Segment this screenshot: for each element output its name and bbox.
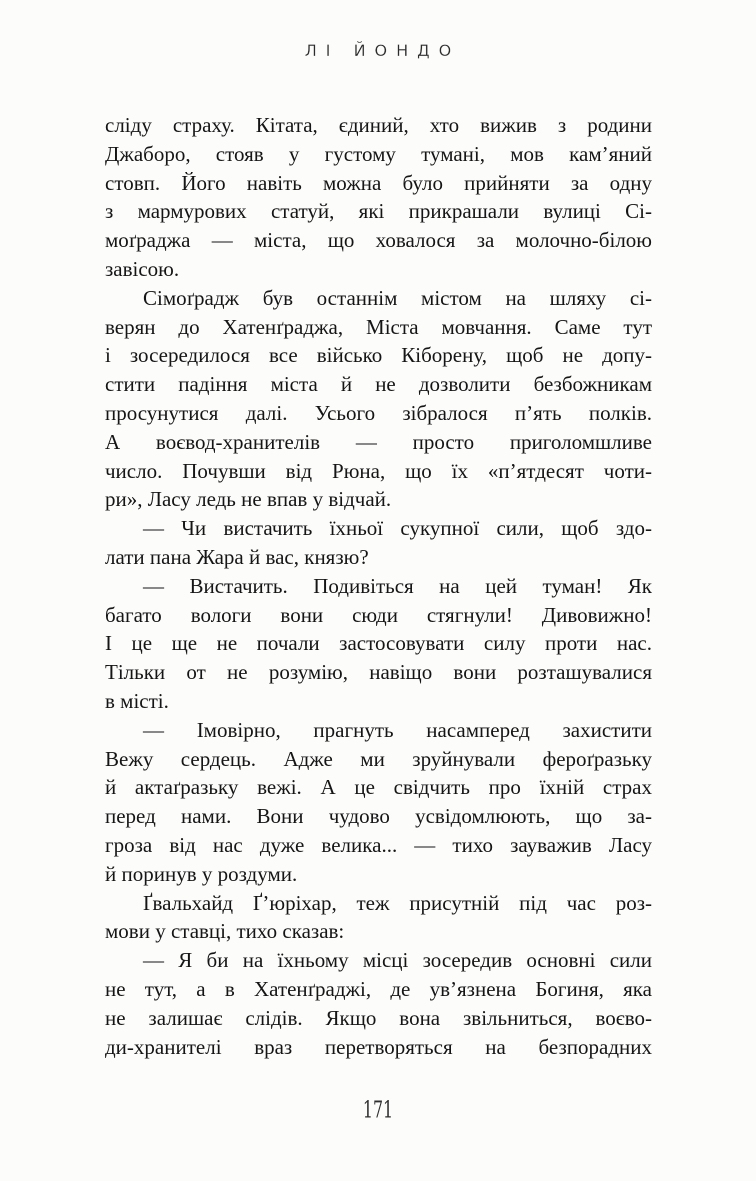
text-line: з мармурових статуй, які прикрашали вулиці Сі- bbox=[105, 199, 652, 224]
text-line: не залишає слідів. Якщо вона звільниться, воєво- bbox=[105, 1005, 652, 1030]
text-line: стити падіння міста й не дозволити безбожникам bbox=[105, 372, 652, 397]
text-line: Тільки от не розумію, навіщо вони розташувалися bbox=[105, 660, 652, 685]
text-line: ди-хранителі враз перетворяться на безпорадних bbox=[105, 1034, 652, 1059]
paragraph bbox=[105, 572, 652, 716]
text-line: ри», Ласу ледь не впав у відчай. bbox=[105, 487, 392, 512]
text-line: сліду страху. Кітата, єдиний, хто вижив з родини bbox=[105, 113, 652, 137]
text-line: Джаборо, стояв у густому тумані, мов кам’яний bbox=[105, 141, 652, 166]
text-line: стовп. Його навіть можна було прийняти за одну bbox=[105, 170, 652, 195]
text-line: А воєвод-хранителів — просто приголомшливе bbox=[105, 429, 652, 454]
text-line: просунутися далі. Усього зібралося п’ять полків. bbox=[105, 400, 652, 425]
text-line: гроза від нас дуже велика... — тихо зауважив Ласу bbox=[105, 832, 652, 857]
text-line: в місті. bbox=[105, 688, 169, 713]
text-line: І це ще не почали застосовувати силу проти нас. bbox=[105, 631, 652, 656]
text-line: перед нами. Вони чудово усвідомлюють, що за- bbox=[105, 804, 652, 829]
text-line: й актаґразьку вежі. А це свідчить про їхній страх bbox=[105, 775, 652, 800]
body-text bbox=[105, 111, 652, 1061]
text-line: число. Почувши від Рюна, що їх «п’ятдесят чоти- bbox=[105, 458, 652, 483]
text-line: — Вистачить. Подивіться на цей туман! Як bbox=[143, 573, 652, 598]
text-line: не тут, а в Хатенґраджі, де ув’язнена Богиня, яка bbox=[105, 976, 652, 1001]
text-line: завісою. bbox=[105, 256, 180, 281]
text-line: Вежу сердець. Адже ми зруйнували фероґразьку bbox=[105, 746, 652, 771]
text-line: мови у ставці, тихо сказав: bbox=[105, 919, 345, 944]
paragraph bbox=[105, 946, 652, 1061]
running-header-author: ЛІ ЙОНДО bbox=[304, 41, 461, 60]
text-line: і зосередилося все військо Кіборену, щоб не допу- bbox=[105, 343, 652, 368]
text-line: Сімоґрадж був останнім містом на шляху сі- bbox=[143, 285, 652, 310]
paragraph bbox=[105, 716, 652, 889]
paragraph bbox=[105, 111, 652, 284]
text-line: й поринув у роздуми. bbox=[105, 861, 298, 886]
text-line: багато вологи вони сюди стягнули! Дивовижно! bbox=[105, 602, 652, 627]
text-line: верян до Хатенґраджа, Міста мовчання. Саме тут bbox=[105, 314, 652, 339]
paragraph bbox=[105, 889, 652, 947]
text-line: — Чи вистачить їхньої сукупної сили, щоб здо- bbox=[143, 516, 652, 541]
text-line: лати пана Жара й вас, князю? bbox=[105, 544, 369, 569]
text-line: моґраджа — міста, що ховалося за молочно-білою bbox=[105, 228, 652, 253]
text-line: Ґвальхайд Ґ’юріхар, теж присутній під час роз- bbox=[143, 890, 652, 915]
text-line: — Я би на їхньому місці зосередив основні сили bbox=[143, 948, 652, 973]
paragraph bbox=[105, 284, 652, 514]
paragraph bbox=[105, 514, 652, 572]
page-number: 171 bbox=[362, 1097, 394, 1124]
text-line: — Імовірно, прагнуть насамперед захистити bbox=[143, 717, 652, 742]
